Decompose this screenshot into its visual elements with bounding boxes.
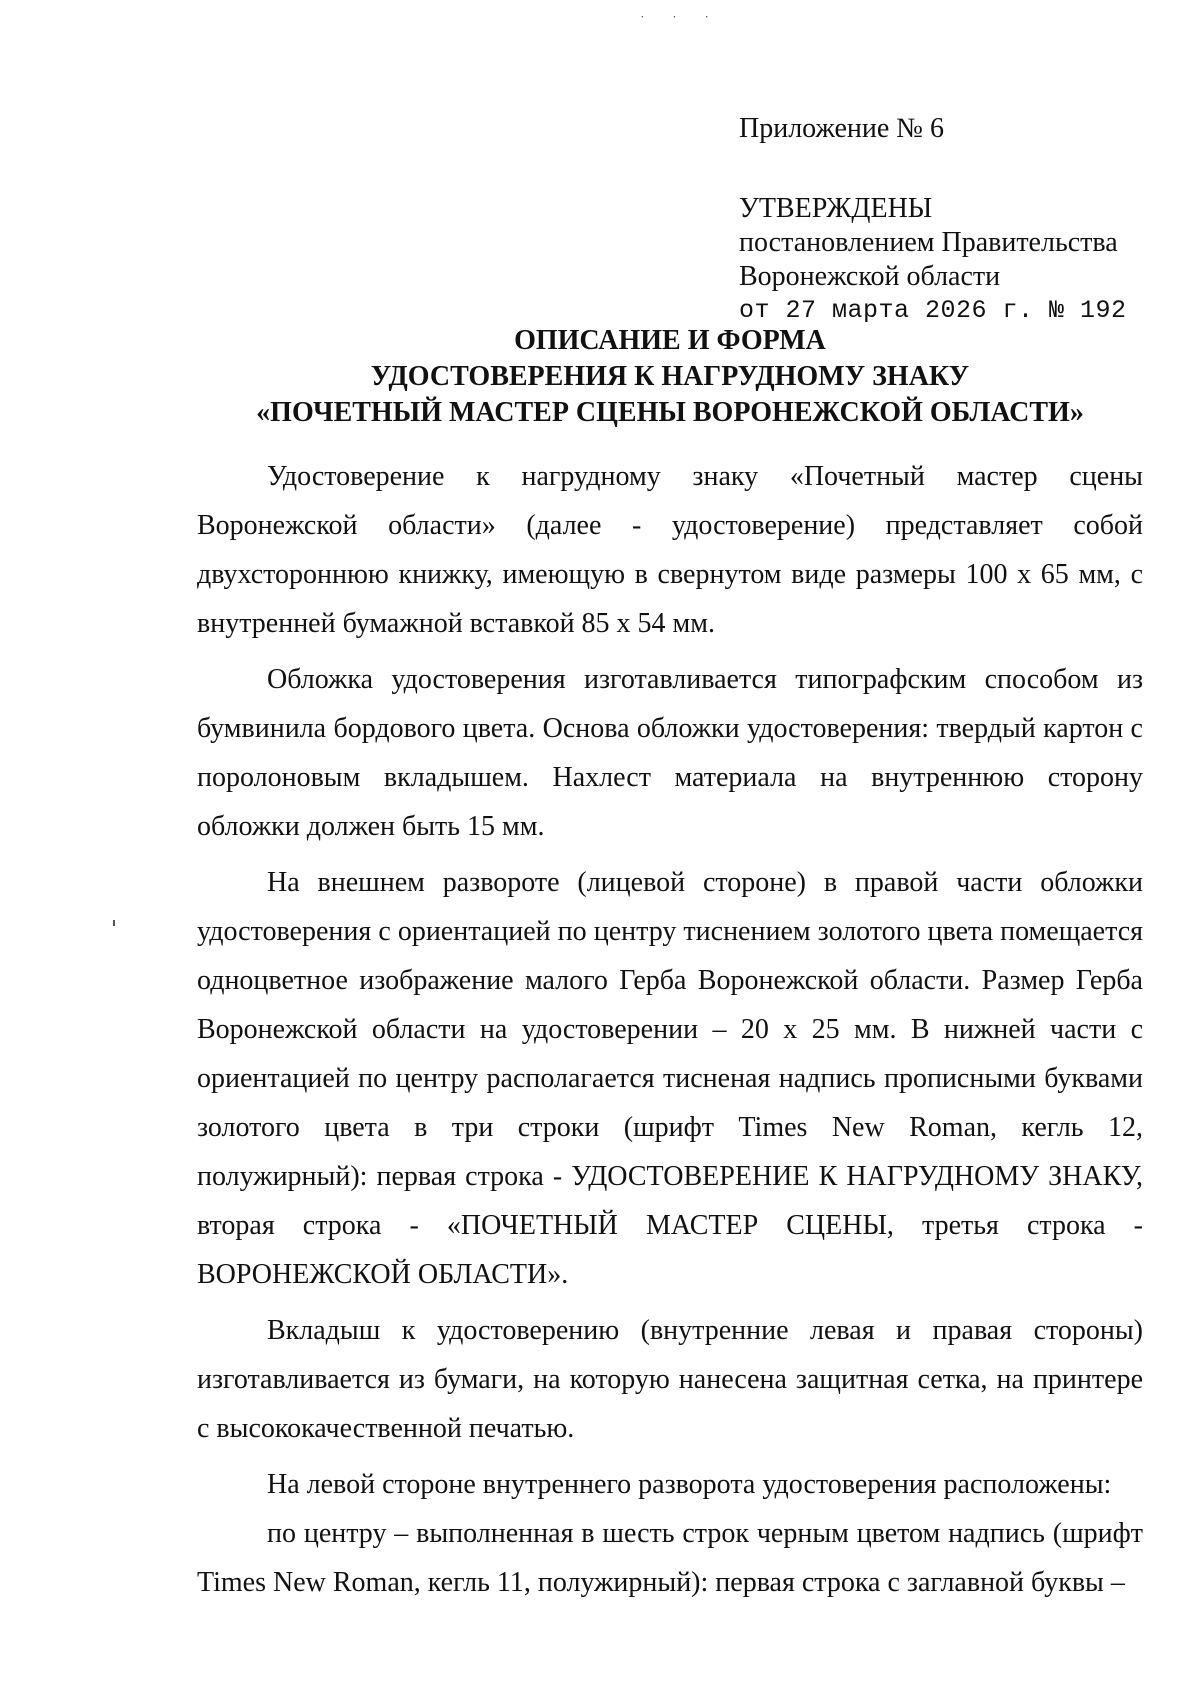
paragraph-1: Удостоверение к нагрудному знаку «Почетный мастер сцены Воронежской области» (далее - удостоверение) представляет собой двухстороннюю книжку, имеющую в свернутом виде размеры 100 х 65 мм, с внутренней бумажной вставкой 85 х 54 мм. bbox=[197, 461, 1143, 639]
document-body bbox=[197, 452, 1143, 1614]
approval-block bbox=[739, 112, 1159, 328]
resolution-date-number: от 27 марта 2026 г. № 192 bbox=[739, 296, 1127, 325]
title-line-1: ОПИСАНИЕ И ФОРМА bbox=[514, 325, 826, 356]
paragraph-4: Вкладыш к удостоверению (внутренние левая и правая стороны) изготавливается из бумаги, на которую нанесена защитная сетка, на принтере с высококачественной печатью. bbox=[197, 1315, 1143, 1444]
scan-artifact: ˙ ˙ ˙ bbox=[640, 14, 721, 29]
approved-by-region: Воронежской области bbox=[739, 261, 1001, 292]
paragraph-2: Обложка удостоверения изготавливается типографским способом из бумвинила бордового цвета. Основа обложки удостоверения: твердый картон с поролоновым вкладышем. Нахлест материала на внутреннюю сторону обложки должен быть 15 мм. bbox=[197, 664, 1143, 842]
paragraph-5: На левой стороне внутреннего разворота удостоверения расположены: bbox=[267, 1469, 1112, 1500]
title-line-2: УДОСТОВЕРЕНИЯ К НАГРУДНОМУ ЗНАКУ bbox=[370, 361, 970, 392]
approved-by-line: постановлением Правительства bbox=[739, 227, 1118, 258]
scan-artifact-dot bbox=[113, 920, 115, 926]
document-title bbox=[195, 323, 1145, 431]
title-line-3: «ПОЧЕТНЫЙ МАСТЕР СЦЕНЫ ВОРОНЕЖСКОЙ ОБЛАСТИ» bbox=[256, 397, 1084, 428]
paragraph-6: по центру – выполненная в шесть строк черным цветом надпись (шрифт Times New Roman, кегль 11, полужирный): первая строка с заглавной буквы – bbox=[197, 1518, 1143, 1598]
paragraph-3: На внешнем развороте (лицевой стороне) в правой части обложки удостоверения с ориентацией по центру тиснением золотого цвета помещается одноцветное изображение малого Герба Воронежской области. Размер Герба Воронежской области на удостоверении – 20 х 25 мм. В нижней части с ориентацией по центру располагается тисненая надпись прописными буквами золотого цвета в три строки (шрифт Times New Roman, кегль 12, полужирный): первая строка - УДОСТОВЕРЕНИЕ К НАГРУДНОМУ ЗНАКУ, вторая строка - «ПОЧЕТНЫЙ МАСТЕР СЦЕНЫ, третья строка - ВОРОНЕЖСКОЙ ОБЛАСТИ». bbox=[197, 867, 1143, 1290]
approved-label: УТВЕРЖДЕНЫ bbox=[739, 193, 933, 224]
appendix-label: Приложение № 6 bbox=[739, 113, 944, 144]
